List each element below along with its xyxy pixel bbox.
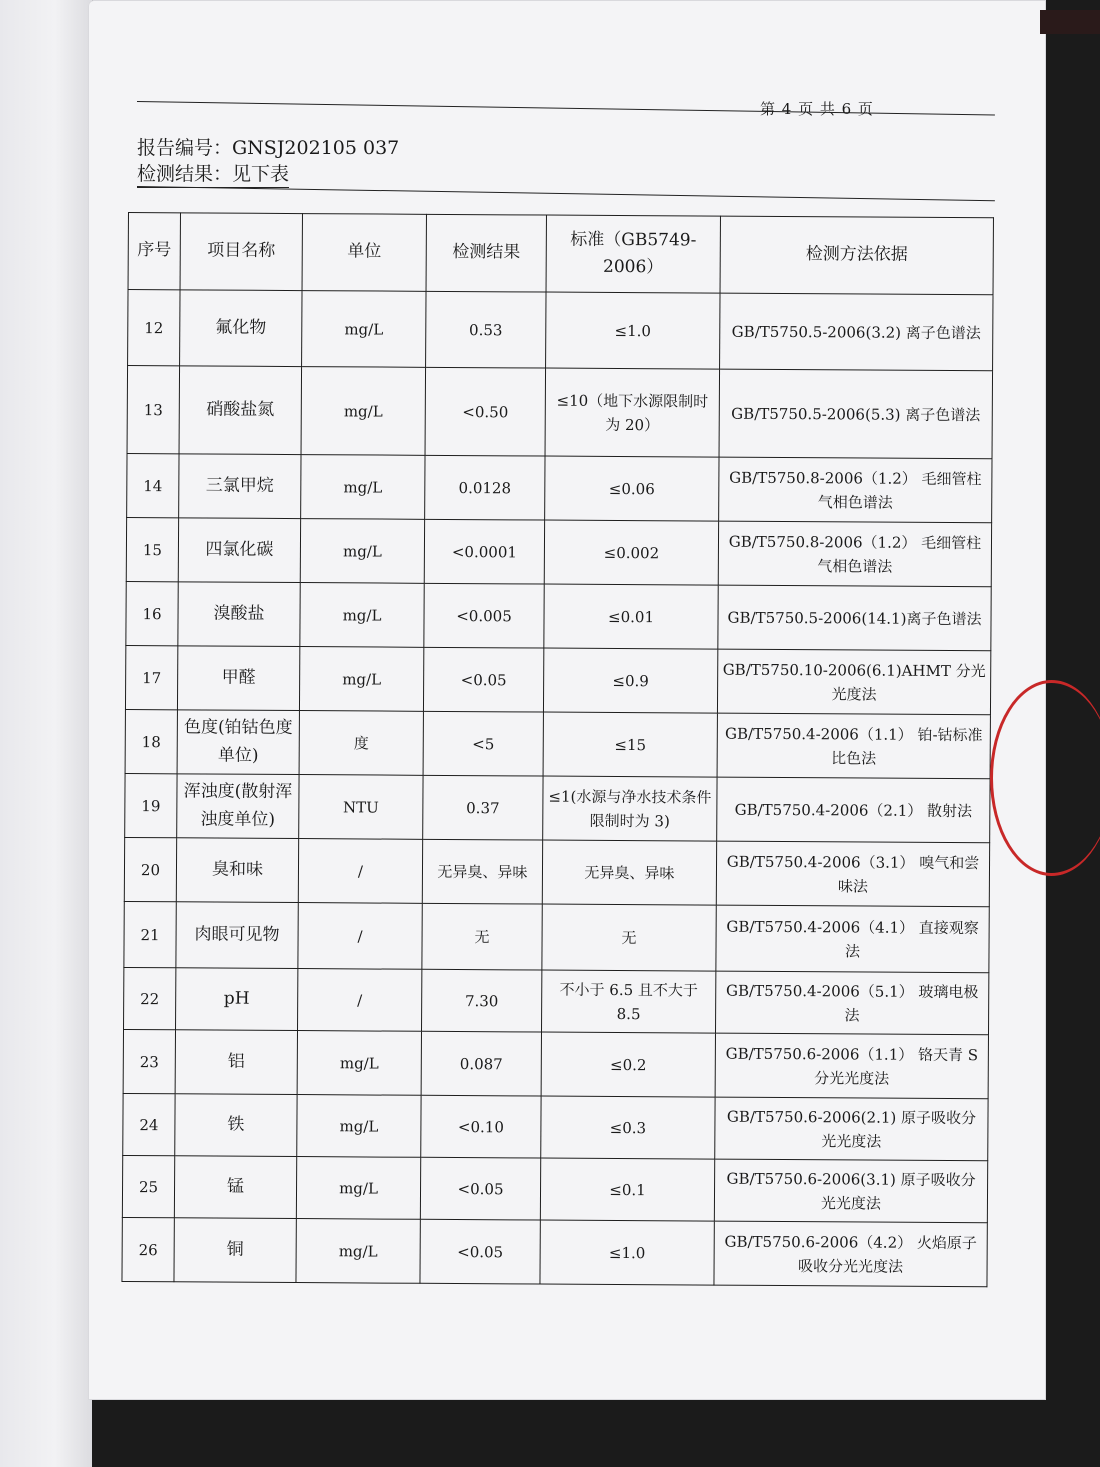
- cell-name: 三氯甲烷: [179, 454, 301, 519]
- cell-unit: NTU: [299, 775, 423, 840]
- cell-method: GB/T5750.4-2006（4.1） 直接观察法: [716, 905, 989, 973]
- table-row: [124, 901, 989, 972]
- cell-result: <0.0001: [424, 519, 544, 584]
- cell-standard: 不小于 6.5 且不大于 8.5: [541, 970, 715, 1033]
- report-id: 报告编号：GNSJ202105 037: [137, 137, 400, 159]
- cell-seq: 12: [128, 290, 180, 366]
- cell-name: 色度(铂钴色度单位): [177, 710, 299, 775]
- cell-method: GB/T5750.8-2006（1.2） 毛细管柱气相色谱法: [718, 521, 991, 587]
- cell-unit: mg/L: [297, 1031, 421, 1096]
- cell-method: GB/T5750.4-2006（5.1） 玻璃电极法: [715, 971, 988, 1035]
- cell-result: 无异臭、异味: [422, 839, 542, 904]
- col-unit-header: 单位: [302, 214, 426, 292]
- cell-name: 溴酸盐: [178, 582, 300, 647]
- col-standard-header: 标准（GB5749-2006）: [546, 215, 720, 293]
- cell-seq: 23: [123, 1029, 175, 1093]
- cell-unit: mg/L: [299, 647, 423, 712]
- cell-seq: 24: [123, 1093, 175, 1155]
- table-row: [125, 645, 990, 714]
- cell-result: <0.05: [420, 1219, 540, 1284]
- cell-result: <0.05: [423, 647, 543, 712]
- cell-result: 7.30: [422, 969, 542, 1032]
- cell-method: GB/T5750.4-2006（3.1） 嗅气和尝味法: [716, 841, 989, 907]
- page-number: 第 4 页 共 6 页: [760, 100, 874, 118]
- cell-method: GB/T5750.5-2006(14.1)离子色谱法: [718, 585, 991, 651]
- cell-name: 氟化物: [180, 290, 302, 367]
- cell-result: <0.005: [424, 583, 544, 648]
- result-label: 检测结果：见下表: [137, 159, 289, 188]
- table-row: [128, 290, 993, 371]
- cell-method: GB/T5750.4-2006（1.1） 铂-钴标准比色法: [717, 713, 990, 779]
- cell-standard: ≤0.01: [544, 584, 718, 649]
- col-result-header: 检测结果: [426, 214, 546, 292]
- col-seq-header: 序号: [128, 213, 180, 290]
- cell-unit: mg/L: [296, 1219, 420, 1284]
- cell-method: GB/T5750.8-2006（1.2） 毛细管柱气相色谱法: [719, 457, 992, 523]
- table-row: [123, 1093, 988, 1160]
- cell-unit: /: [298, 839, 422, 904]
- cell-result: <0.10: [421, 1095, 541, 1158]
- cell-name: 硝酸盐氮: [179, 366, 302, 455]
- cell-standard: ≤1(水源与净水技术条件限制时为 3): [543, 776, 717, 841]
- cell-seq: 16: [126, 581, 178, 645]
- cell-standard: ≤1.0: [540, 1220, 714, 1285]
- cell-method: GB/T5750.5-2006(3.2) 离子色谱法: [720, 293, 993, 371]
- cell-standard: 无异臭、异味: [542, 840, 716, 905]
- cell-method: GB/T5750.10-2006(6.1)AHMT 分光光度法: [717, 649, 990, 715]
- cell-name: 臭和味: [176, 838, 298, 903]
- cell-seq: 20: [124, 837, 176, 901]
- cell-result: <5: [423, 711, 543, 776]
- cell-result: <0.50: [425, 367, 546, 456]
- cell-standard: ≤0.2: [541, 1032, 715, 1097]
- cell-method: GB/T5750.4-2006（2.1） 散射法: [717, 777, 990, 843]
- cell-name: 肉眼可见物: [176, 902, 298, 969]
- cell-result: <0.05: [420, 1157, 540, 1220]
- cell-result: 无: [422, 903, 542, 970]
- cell-name: 铁: [175, 1094, 297, 1157]
- cell-unit: /: [298, 969, 422, 1032]
- table-row: [127, 453, 992, 522]
- cell-unit: mg/L: [301, 455, 425, 520]
- table-row: [126, 581, 991, 650]
- col-name-header: 项目名称: [180, 213, 302, 291]
- cell-standard: ≤1.0: [546, 292, 720, 369]
- col-method-header: 检测方法依据: [720, 216, 993, 295]
- cell-seq: 22: [124, 967, 176, 1029]
- table-row: [124, 967, 989, 1034]
- cell-standard: ≤0.1: [540, 1158, 714, 1221]
- edge-mark: [1040, 10, 1100, 34]
- cell-name: pH: [176, 968, 298, 1031]
- cell-standard: ≤15: [543, 712, 717, 777]
- cell-result: 0.087: [421, 1031, 541, 1096]
- cell-name: 铜: [174, 1218, 296, 1283]
- cell-seq: 15: [126, 517, 178, 581]
- cell-method: GB/T5750.6-2006（4.2） 火焰原子吸收分光光度法: [714, 1221, 987, 1287]
- cell-standard: 无: [542, 904, 716, 971]
- cell-seq: 13: [127, 366, 180, 454]
- table-row: [123, 1029, 988, 1098]
- table-row: [125, 773, 990, 842]
- cell-name: 锰: [174, 1156, 296, 1219]
- cell-unit: mg/L: [300, 519, 424, 584]
- cell-seq: 21: [124, 901, 176, 967]
- cell-standard: ≤0.002: [544, 520, 718, 585]
- cell-name: 浑浊度(散射浑浊度单位): [177, 774, 299, 839]
- cell-standard: ≤0.9: [543, 648, 717, 713]
- cell-unit: mg/L: [302, 291, 426, 368]
- cell-seq: 17: [125, 645, 177, 709]
- cell-unit: 度: [299, 711, 423, 776]
- cell-seq: 14: [127, 453, 179, 517]
- cell-seq: 26: [122, 1217, 174, 1281]
- cell-name: 铝: [175, 1030, 297, 1095]
- cell-unit: mg/L: [300, 583, 424, 648]
- cell-name: 四氯化碳: [178, 518, 300, 583]
- cell-result: 0.37: [423, 775, 543, 840]
- table-row: [127, 366, 993, 459]
- cell-unit: mg/L: [296, 1157, 420, 1220]
- cell-name: 甲醛: [177, 646, 299, 711]
- table-row: [126, 517, 991, 586]
- table-row: [124, 837, 989, 906]
- cell-unit: mg/L: [297, 1095, 421, 1158]
- cell-method: GB/T5750.6-2006(2.1) 原子吸收分光光度法: [715, 1097, 988, 1161]
- cell-seq: 19: [125, 773, 177, 837]
- cell-standard: ≤0.06: [545, 456, 719, 521]
- cell-standard: ≤0.3: [541, 1096, 715, 1159]
- table-row: [122, 1155, 987, 1222]
- page-spine: [0, 0, 92, 1467]
- cell-result: 0.53: [426, 291, 546, 368]
- cell-seq: 18: [125, 709, 177, 773]
- results-table: [121, 212, 994, 1287]
- cell-seq: 25: [122, 1155, 174, 1217]
- cell-method: GB/T5750.5-2006(5.3) 离子色谱法: [719, 369, 993, 459]
- cell-unit: /: [298, 903, 422, 970]
- cell-method: GB/T5750.6-2006（1.1） 铬天青 S 分光光度法: [715, 1033, 988, 1099]
- cell-unit: mg/L: [301, 367, 426, 456]
- cell-result: 0.0128: [425, 455, 545, 520]
- cell-standard: ≤10（地下水源限制时为 20）: [545, 368, 720, 457]
- table-header-row: [128, 213, 993, 295]
- cell-method: GB/T5750.6-2006(3.1) 原子吸收分光光度法: [714, 1159, 987, 1223]
- table-row: [122, 1217, 987, 1286]
- table-row: [125, 709, 990, 778]
